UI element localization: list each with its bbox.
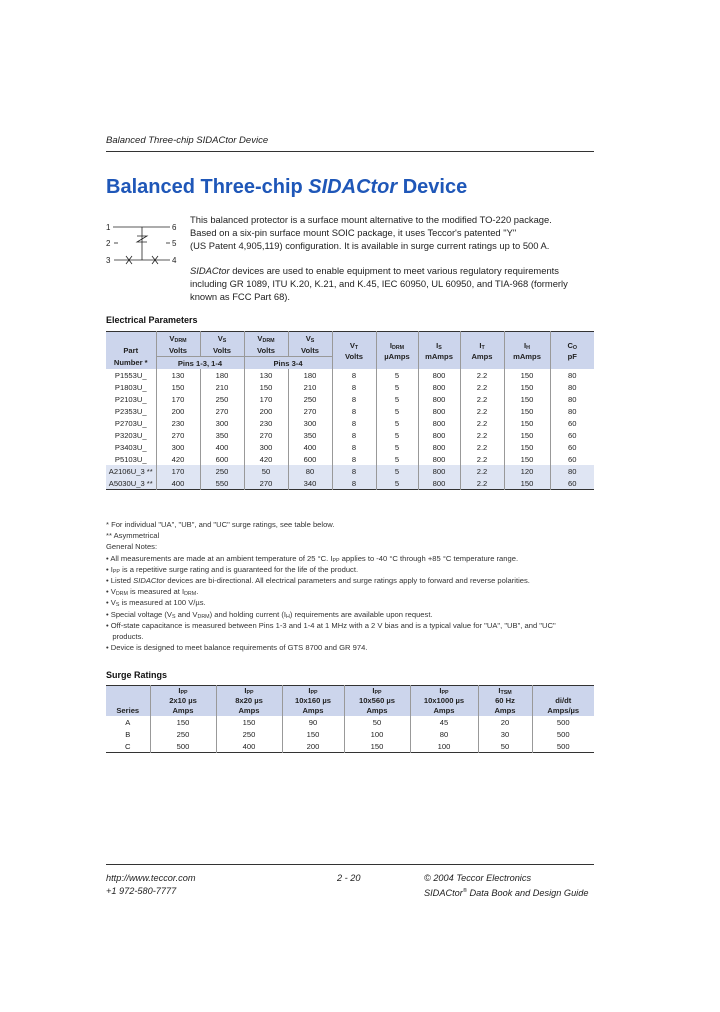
table-row [106, 728, 594, 740]
header-idrm: $I_{DRM}$ µAmps [376, 332, 418, 370]
footer-phone: +1 972-580-7777 [106, 885, 177, 896]
value-cell: 200 [244, 405, 288, 417]
value-cell: 230 [156, 417, 200, 429]
header-co: $C_O$ pF [550, 332, 594, 370]
value-cell: 2.2 [460, 369, 504, 381]
value-cell: 5 [376, 393, 418, 405]
pin-2-label: 2 [106, 239, 111, 248]
notes-block [106, 519, 596, 653]
note-6: • Special voltage ($V_S$ and $V_{DRM}$) and holding current $(I_H)$ requirements are available upon request. [106, 609, 433, 620]
value-cell: 5 [376, 477, 418, 490]
value-cell: 230 [244, 417, 288, 429]
value-cell: 350 [200, 429, 244, 441]
value-cell: 550 [200, 477, 244, 490]
value-cell: 400 [200, 441, 244, 453]
value-cell: 300 [288, 417, 332, 429]
part-number-cell: P2103U_ [114, 394, 147, 404]
electrical-parameters-table [106, 331, 594, 490]
table-row [106, 381, 594, 393]
surge-header-cell: Series [106, 686, 150, 717]
value-cell: 150 [504, 453, 550, 465]
surge-header-cell: $I_{TSM}$ 60 Hz Amps [478, 686, 532, 717]
value-cell: 100 [344, 728, 410, 740]
value-cell: 8 [332, 381, 376, 393]
value-cell: 150 [504, 405, 550, 417]
surge-header-cell: $I_{PP}$ 10x160 µs Amps [282, 686, 344, 717]
value-cell: 5 [376, 381, 418, 393]
note-5: • $V_S$ is measured at 100 V/µs. [106, 598, 206, 609]
note-4: • $V_{DRM}$ is measured at $I_{DRM}$. [106, 587, 199, 598]
value-cell: 210 [200, 381, 244, 393]
header-blank [106, 332, 156, 345]
value-cell: 400 [156, 477, 200, 490]
table-row [106, 429, 594, 441]
value-cell: 600 [288, 453, 332, 465]
header-part: Part [106, 344, 156, 357]
footer-page-number: 2 - 20 [337, 873, 361, 883]
part-number-cell: P1803U_ [114, 382, 147, 392]
pin-5-label: 5 [172, 239, 177, 248]
header-it: $I_T$ Amps [460, 332, 504, 370]
value-cell: 5 [376, 417, 418, 429]
header-vs-b: $V_S$ [288, 332, 332, 345]
intro-line-3: (US Patent 4,905,119) configuration. It is available in surge current ratings up to 500 A. [190, 240, 550, 251]
value-cell: 2.2 [460, 465, 504, 477]
value-cell: 60 [550, 429, 594, 441]
value-cell: 500 [532, 728, 594, 740]
value-cell: 2.2 [460, 393, 504, 405]
table-row [106, 716, 594, 728]
value-cell: 150 [504, 369, 550, 381]
table-row [106, 465, 594, 477]
value-cell: 80 [410, 728, 478, 740]
surge-header-cell: $I_{PP}$ 2x10 µs Amps [150, 686, 216, 717]
intro-line-1: This balanced protector is a surface mount alternative to the modified TO-220 package. [190, 214, 552, 225]
value-cell: 2.2 [460, 381, 504, 393]
part-number-cell: P5103U_ [114, 454, 147, 464]
surge-table-body [106, 716, 594, 753]
value-cell: 5 [376, 441, 418, 453]
surge-header-cell: $I_{PP}$ 10x560 µs Amps [344, 686, 410, 717]
para2-line-1 [190, 264, 590, 277]
value-cell: 5 [376, 465, 418, 477]
value-cell: 340 [288, 477, 332, 490]
table-row [106, 477, 594, 490]
value-cell: 8 [332, 369, 376, 381]
value-cell: 800 [418, 441, 460, 453]
value-cell: 8 [332, 405, 376, 417]
value-cell: 180 [200, 369, 244, 381]
value-cell: 100 [410, 740, 478, 753]
page-title [106, 176, 467, 199]
part-number-cell: A2106U_3 ** [106, 465, 156, 477]
value-cell: 90 [282, 716, 344, 728]
value-cell: 150 [504, 477, 550, 490]
series-cell: A [125, 717, 131, 727]
header-ih: $I_H$ mAmps [504, 332, 550, 370]
note-7: • Off-state capacitance is measured between Pins 1-3 and 1-4 at 1 MHz with a 2 V bias and is a typical value for "UA", "UB", and "UC" [106, 620, 556, 630]
value-cell: 180 [288, 369, 332, 381]
footer-book-title: SIDACtor® Data Book and Design Guide [424, 887, 589, 898]
value-cell: 210 [288, 381, 332, 393]
surge-header-cell: di/dt Amps/µs [532, 686, 594, 717]
value-cell: 270 [156, 429, 200, 441]
pin-1-label: 1 [106, 223, 111, 232]
value-cell: 150 [216, 716, 282, 728]
electrical-table-body [106, 369, 594, 490]
value-cell: 80 [550, 465, 594, 477]
value-cell: 270 [244, 429, 288, 441]
value-cell: 250 [200, 393, 244, 405]
value-cell: 170 [156, 393, 200, 405]
value-cell: 800 [418, 369, 460, 381]
title-part-3: Device [397, 176, 468, 198]
value-cell: 80 [550, 393, 594, 405]
value-cell: 2.2 [460, 441, 504, 453]
para2-line-2: including GR 1089, ITU K.20, K.21, and K.45, IEC 60950, UL 60950, and TIA-968 (formerly [190, 278, 568, 289]
value-cell: 250 [150, 728, 216, 740]
header-vdrm-a: $V_{DRM}$ [156, 332, 200, 345]
title-part-1: Balanced Three-chip [106, 176, 309, 198]
value-cell: 150 [244, 381, 288, 393]
value-cell: 8 [332, 465, 376, 477]
footer-right [424, 872, 588, 899]
pin-3-label: 3 [106, 256, 111, 265]
value-cell: 8 [332, 417, 376, 429]
value-cell: 150 [504, 429, 550, 441]
value-cell: 270 [200, 405, 244, 417]
value-cell: 150 [156, 381, 200, 393]
electrical-header-row-1 [106, 332, 594, 345]
schematic-diagram [106, 218, 182, 268]
value-cell: 8 [332, 441, 376, 453]
value-cell: 60 [550, 477, 594, 490]
surge-header-cell: $I_{PP}$ 8x20 µs Amps [216, 686, 282, 717]
value-cell: 250 [200, 465, 244, 477]
value-cell: 2.2 [460, 405, 504, 417]
value-cell: 80 [550, 381, 594, 393]
value-cell: 5 [376, 453, 418, 465]
header-is: $I_S$ mAmps [418, 332, 460, 370]
value-cell: 50 [244, 465, 288, 477]
note-8: • Device is designed to meet balance requirements of GTS 8700 and GR 974. [106, 643, 368, 653]
surge-header-cell: $I_{PP}$ 10x1000 µs Amps [410, 686, 478, 717]
table-row [106, 740, 594, 753]
value-cell: 80 [550, 369, 594, 381]
header-vdrm-b: $V_{DRM}$ [244, 332, 288, 345]
value-cell: 50 [344, 716, 410, 728]
header-vs-units-a: Volts [200, 344, 244, 357]
intro-paragraph [190, 213, 590, 252]
part-number-cell: P1553U_ [114, 370, 147, 380]
note-1: • All measurements are made at an ambient temperature of 25 °C. $I_{PP}$ applies to -40 °C through +85 °C temperature range. [106, 553, 519, 564]
header-vs-a: $V_S$ [200, 332, 244, 345]
note-3: • Listed SIDACtor devices are bi-directional. All electrical parameters and surge ratings apply to forward and reverse polarities. [106, 576, 530, 586]
value-cell: 150 [504, 393, 550, 405]
header-vs-units-b: Volts [288, 344, 332, 357]
value-cell: 800 [418, 417, 460, 429]
value-cell: 500 [150, 740, 216, 753]
value-cell: 600 [200, 453, 244, 465]
value-cell: 250 [288, 393, 332, 405]
value-cell: 420 [156, 453, 200, 465]
value-cell: 150 [150, 716, 216, 728]
value-cell: 800 [418, 381, 460, 393]
value-cell: 30 [478, 728, 532, 740]
value-cell: 130 [156, 369, 200, 381]
value-cell: 2.2 [460, 417, 504, 429]
title-italic: SIDACtor [308, 176, 398, 198]
value-cell: 800 [418, 429, 460, 441]
value-cell: 150 [282, 728, 344, 740]
footnote-1: * For individual "UA", "UB", and "UC" surge ratings, see table below. [106, 520, 335, 529]
header-pins-b: Pins 3-4 [244, 357, 332, 370]
value-cell: 8 [332, 393, 376, 405]
value-cell: 60 [550, 441, 594, 453]
value-cell: 130 [244, 369, 288, 381]
value-cell: 150 [344, 740, 410, 753]
value-cell: 800 [418, 405, 460, 417]
value-cell: 170 [156, 465, 200, 477]
value-cell: 200 [282, 740, 344, 753]
note-7-continued: products. [106, 632, 144, 642]
pin-6-label: 6 [172, 223, 177, 232]
series-cell: C [125, 741, 131, 751]
value-cell: 400 [216, 740, 282, 753]
table-row [106, 369, 594, 381]
value-cell: 200 [156, 405, 200, 417]
part-number-cell: P3203U_ [114, 430, 147, 440]
value-cell: 350 [288, 429, 332, 441]
value-cell: 80 [550, 405, 594, 417]
value-cell: 80 [288, 465, 332, 477]
value-cell: 50 [478, 740, 532, 753]
value-cell: 60 [550, 453, 594, 465]
regulatory-paragraph [190, 264, 590, 303]
value-cell: 500 [532, 740, 594, 753]
footer-copyright: © 2004 Teccor Electronics [424, 873, 532, 883]
value-cell: 5 [376, 429, 418, 441]
pin-4-label: 4 [172, 256, 177, 265]
note-2: • $I_{PP}$ is a repetitive surge rating and is guaranteed for the life of the product. [106, 564, 359, 575]
value-cell: 300 [244, 441, 288, 453]
value-cell: 5 [376, 369, 418, 381]
value-cell: 800 [418, 465, 460, 477]
header-pins-a: Pins 1-3, 1-4 [156, 357, 244, 370]
value-cell: 500 [532, 716, 594, 728]
value-cell: 400 [288, 441, 332, 453]
header-vdrm-units-b: Volts [244, 344, 288, 357]
series-cell: B [125, 729, 131, 739]
header-part-number: Number * [106, 357, 156, 370]
table-row [106, 405, 594, 417]
para2-line-1-text: devices are used to enable equipment to meet various regulatory requirements [229, 265, 559, 276]
general-notes-heading: General Notes: [106, 542, 158, 552]
value-cell: 2.2 [460, 477, 504, 490]
intro-line-2: Based on a six-pin surface mount SOIC package, it uses Teccor's patented "Y" [190, 227, 517, 238]
table-row [106, 417, 594, 429]
part-number-cell: A5030U_3 ** [106, 477, 156, 490]
value-cell: 45 [410, 716, 478, 728]
value-cell: 170 [244, 393, 288, 405]
value-cell: 120 [504, 465, 550, 477]
footnote-2: ** Asymmetrical [106, 531, 160, 541]
value-cell: 800 [418, 393, 460, 405]
value-cell: 420 [244, 453, 288, 465]
value-cell: 250 [216, 728, 282, 740]
table-row [106, 441, 594, 453]
header-rule [106, 151, 594, 152]
value-cell: 8 [332, 429, 376, 441]
value-cell: 8 [332, 453, 376, 465]
value-cell: 270 [288, 405, 332, 417]
value-cell: 5 [376, 405, 418, 417]
value-cell: 150 [504, 441, 550, 453]
surge-ratings-table [106, 685, 594, 753]
electrical-heading: Electrical Parameters [106, 315, 198, 325]
value-cell: 8 [332, 477, 376, 490]
value-cell: 2.2 [460, 429, 504, 441]
surge-header-row [106, 686, 594, 717]
table-row [106, 393, 594, 405]
value-cell: 60 [550, 417, 594, 429]
footer-left [106, 872, 196, 897]
running-header: Balanced Three-chip SIDACtor Device [106, 135, 269, 146]
value-cell: 270 [244, 477, 288, 490]
surge-heading: Surge Ratings [106, 670, 168, 680]
part-number-cell: P2703U_ [114, 418, 147, 428]
value-cell: 20 [478, 716, 532, 728]
part-number-cell: P2353U_ [114, 406, 147, 416]
header-vt: $V_T$ Volts [332, 332, 376, 370]
value-cell: 800 [418, 453, 460, 465]
footer-rule [106, 864, 594, 865]
value-cell: 150 [504, 381, 550, 393]
para2-line-3: known as FCC Part 68). [190, 291, 291, 302]
value-cell: 2.2 [460, 453, 504, 465]
value-cell: 800 [418, 477, 460, 490]
value-cell: 150 [504, 417, 550, 429]
value-cell: 300 [200, 417, 244, 429]
value-cell: 300 [156, 441, 200, 453]
table-row [106, 453, 594, 465]
header-vdrm-units-a: Volts [156, 344, 200, 357]
para2-italic: SIDACtor [190, 265, 230, 276]
footer-url-link[interactable]: http://www.teccor.com [106, 873, 196, 883]
part-number-cell: P3403U_ [114, 442, 147, 452]
